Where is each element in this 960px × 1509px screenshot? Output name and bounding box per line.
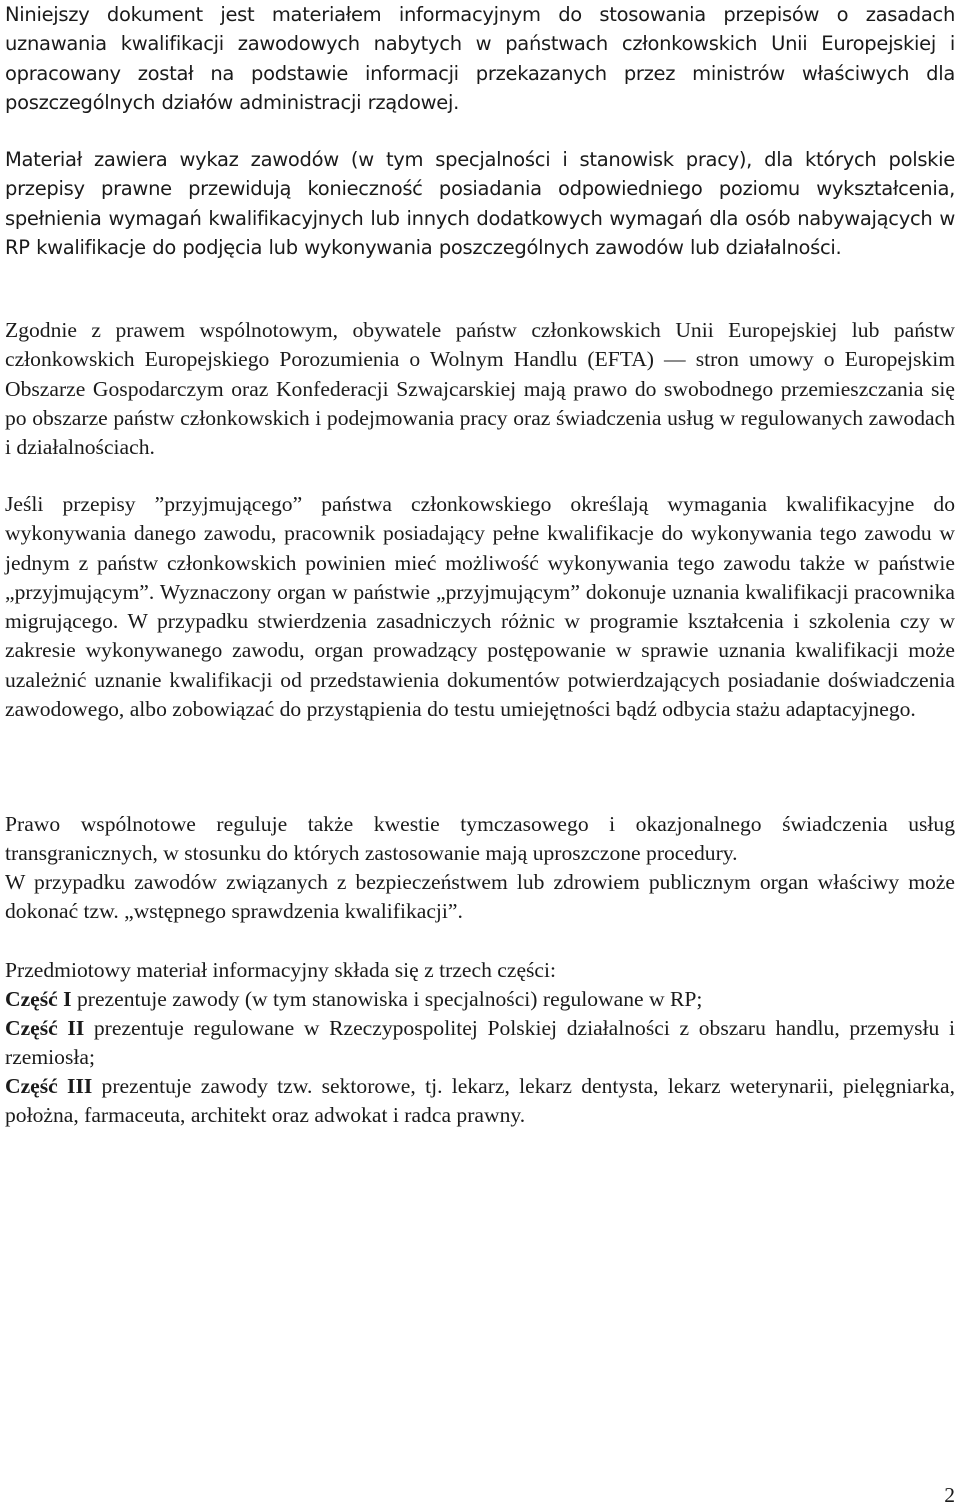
part-three-label: Część III [5,1074,93,1098]
part-one-label: Część I [5,987,72,1011]
part-one-item [5,985,702,1014]
page-number: 2 [944,1483,955,1507]
host-state-paragraph: Jeśli przepisy ”przyjmującego” państwa członkowskiego określają wymagania kwalifikacyjne do wykonywania danego zawodu, pracownik posiadający pełne kwalifikacje do wykonywania tego zawodu w jednym z państw członkowskich powinien mieć możliwość wykonywania tego zawodu także w państwie „przyjmującym”. Wyznaczony organ w państwie „przyjmującym” dokonuje uznania kwalifikacji pracownika migrującego. W przypadku stwierdzenia zasadniczych różnic w programie kształcenia i szkolenia czy w zakresie wykonywanego zawodu, organ prowadzący postępowanie w sprawie uznania kwalifikacji może uzależnić uznanie kwalifikacji od przedstawienia dokumentów potwierdzających posiadanie doświadczenia zawodowego, albo zobowiązać do przystąpienia do testu umiejętności bądź odbycia stażu adaptacyjnego. [5,492,955,722]
part-three-item [5,1072,955,1131]
eu-law-paragraph: Zgodnie z prawem wspólnotowym, obywatele państw członkowskich Unii Europejskiej lub państw członkowskich Europejskiego Porozumienia o Wolnym Handlu (EFTA) — stron umowy o Europejskim Obszarze Gospodarczym oraz Konfederacji Szwajcarskiej mają prawo do swobodnego przemieszczania się po obszarze państw członkowskich i podejmowania pracy oraz świadczenia usług w regulowanych zawodach i działalnościach. [5,318,955,460]
scope-paragraph: Materiał zawiera wykaz zawodów (w tym specjalności i stanowisk pracy), dla których polskie przepisy prawne przewidują konieczność posiadania odpowiedniego poziomu wykształcenia, spełnienia wymagań kwalifikacyjnych lub innych dodatkowych wymagań dla osób nabywających w RP kwalifikacje do podjęcia lub wykonywania poszczególnych zawodów lub działalności. [5,148,955,259]
public-safety-paragraph: W przypadku zawodów związanych z bezpieczeństwem lub zdrowiem publicznym organ właściwy może dokonać tzw. „wstępnego sprawdzenia kwalifikacji”. [5,870,955,924]
structure-intro-paragraph: Przedmiotowy materiał informacyjny składa się z trzech części: [5,958,557,982]
part-two-label: Część II [5,1016,85,1040]
intro-paragraph: Niniejszy dokument jest materiałem informacyjnym do stosowania przepisów o zasadach uznawania kwalifikacji zawodowych nabytych w państwach członkowskich Unii Europejskiej i opracowany został na podstawie informacji przekazanych przez ministrów właściwych dla poszczególnych działów administracji rządowej. [5,3,955,114]
part-three-text: prezentuje zawody tzw. sektorowe, tj. lekarz, lekarz dentysta, lekarz weterynarii, pielęgniarka, położna, farmaceuta, architekt oraz adwokat i radca prawny. [5,1074,955,1128]
temporary-services-paragraph: Prawo wspólnotowe reguluje także kwestie tymczasowego i okazjonalnego świadczenia usług transgranicznych, w stosunku do których zastosowanie mają uproszczone procedury. [5,812,955,866]
part-two-item [5,1014,955,1073]
part-two-text: prezentuje regulowane w Rzeczypospolitej Polskiej działalności z obszaru handlu, przemysłu i rzemiosła; [5,1016,955,1070]
part-one-text: prezentuje zawody (w tym stanowiska i specjalności) regulowane w RP; [71,987,703,1011]
